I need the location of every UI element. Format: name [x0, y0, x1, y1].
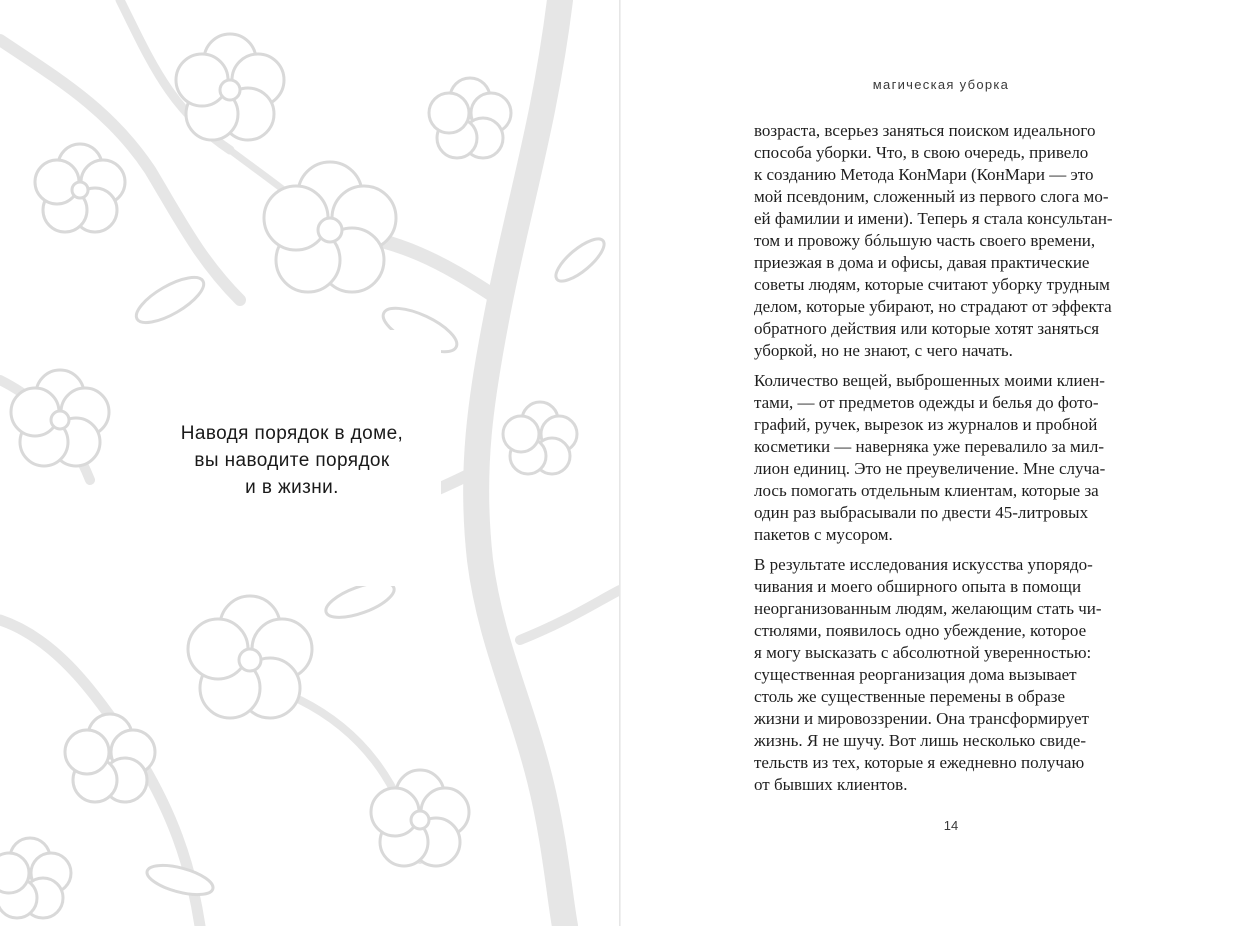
- text-line: я могу высказать с абсолютной уверенностью:: [754, 643, 1092, 662]
- text-line: графий, ручек, вырезок из журналов и пробной: [754, 415, 1098, 434]
- text-line: лось помогать отдельным клиентам, которые за: [754, 481, 1099, 500]
- paragraph: [754, 554, 1178, 796]
- text-line: жизни и мировоззрении. Она трансформирует: [754, 709, 1089, 728]
- body-text: [754, 120, 1178, 804]
- text-line: тами, — от предметов одежды и белья до фото-: [754, 393, 1099, 412]
- text-line: том и провожу бóльшую часть своего времени,: [754, 231, 1096, 250]
- text-line: лион единиц. Это не преувеличение. Мне случа-: [754, 459, 1106, 478]
- text-line: В результате исследования искусства упорядо-: [754, 555, 1093, 574]
- paragraph: [754, 370, 1178, 546]
- text-line: от бывших клиентов.: [754, 775, 908, 794]
- pull-quote: [153, 420, 431, 501]
- quote-line: вы наводите порядок: [194, 450, 390, 471]
- paragraph: [754, 120, 1178, 362]
- text-line: Количество вещей, выброшенных моими клиен-: [754, 371, 1105, 390]
- text-line: приезжая в дома и офисы, давая практические: [754, 253, 1090, 272]
- page-number: 14: [943, 818, 959, 833]
- text-line: мой псевдоним, сложенный из первого слога мо-: [754, 187, 1109, 206]
- text-line: стюлями, появилось одно убеждение, которое: [754, 621, 1087, 640]
- quote-line: Наводя порядок в доме,: [180, 423, 404, 444]
- text-line: один раз выбрасывали по двести 45-литровых: [754, 503, 1089, 522]
- text-line: жизнь. Я не шучу. Вот лишь несколько свиде-: [754, 731, 1086, 750]
- left-page: [0, 0, 620, 926]
- text-line: обратного действия или которые хотят заняться: [754, 319, 1100, 338]
- right-page: [621, 0, 1241, 926]
- text-line: делом, которые убирают, но страдают от эффекта: [754, 297, 1112, 316]
- quote-line: и в жизни.: [245, 477, 339, 498]
- text-line: к созданию Метода КонМари (КонМари — это: [754, 165, 1094, 184]
- text-line: косметики — наверняка уже перевалило за мил-: [754, 437, 1104, 456]
- text-line: пакетов с мусором.: [754, 525, 893, 544]
- text-line: возраста, всерьез заняться поиском идеального: [754, 121, 1096, 140]
- text-line: тельств из тех, которые я ежедневно получаю: [754, 753, 1085, 772]
- running-head: магическая уборка: [872, 77, 1010, 92]
- text-line: способа уборки. Что, в свою очередь, привело: [754, 143, 1089, 162]
- text-line: советы людям, которые считают уборку трудным: [754, 275, 1110, 294]
- text-line: ей фамилии и имени). Теперь я стала консультан-: [754, 209, 1113, 228]
- text-line: неорганизованным людям, желающим стать чи-: [754, 599, 1102, 618]
- text-line: существенная реорганизация дома вызывает: [754, 665, 1077, 684]
- text-line: уборкой, но не знают, с чего начать.: [754, 341, 1013, 360]
- text-line: столь же существенные перемены в образе: [754, 687, 1066, 706]
- text-line: чивания и моего обширного опыта в помощи: [754, 577, 1082, 596]
